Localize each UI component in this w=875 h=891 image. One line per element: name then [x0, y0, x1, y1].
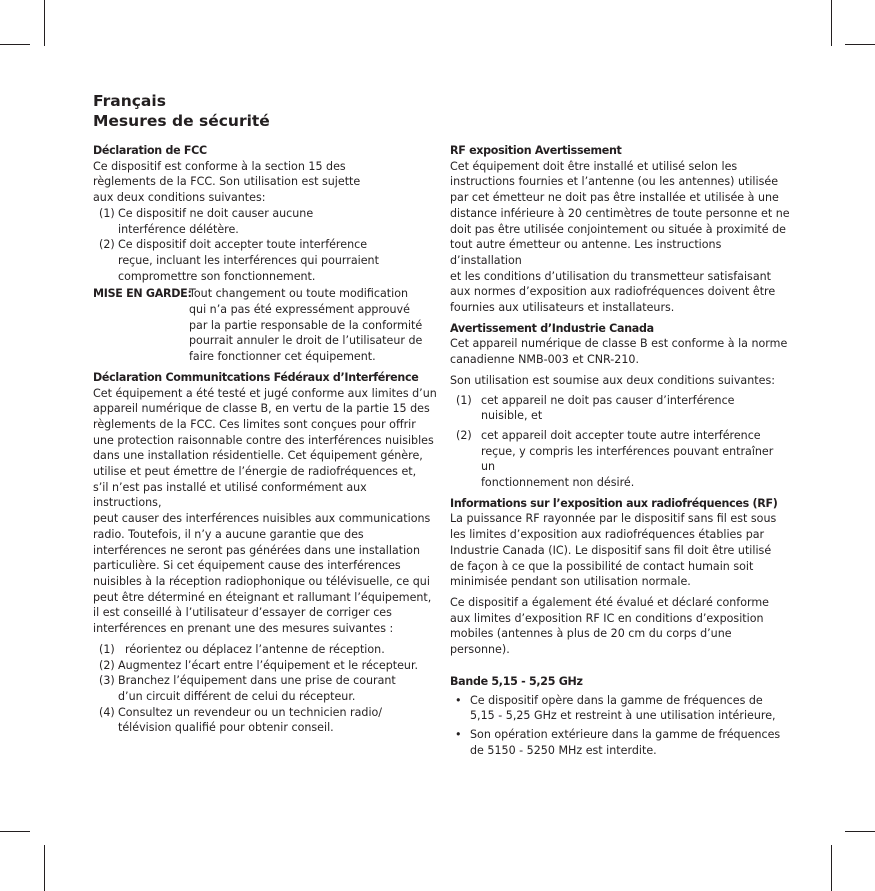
list-item: (2) cet appareil doit accepter toute autre interférence reçue, y compris les interférences pouvant entraîner un fonctionnement non désiré. [456, 428, 774, 490]
ic-body: Cet appareil numérique de classe B est conforme à la norme canadienne NMB-003 et CNR-210. [450, 337, 788, 367]
crop-mark [845, 44, 875, 45]
crop-mark [831, 0, 832, 46]
crop-mark [0, 831, 30, 832]
crop-mark [44, 845, 45, 891]
ic-conditions: Son utilisation est soumise aux deux conditions suivantes: [450, 373, 775, 387]
crop-mark [845, 831, 875, 832]
comm-heading: Déclaration Communitcations Fédéraux d’Interférence [93, 370, 419, 384]
rf-heading: RF exposition Avertissement [450, 144, 622, 157]
ic-heading: Avertissement d’Industrie Canada [450, 321, 654, 335]
crop-mark [831, 845, 832, 891]
list-item: (2) Ce dispositif doit accepter toute interférence reçue, incluant les interférences qui pourraient compromettre son fonctionnement. [99, 238, 379, 283]
list-item: (2) Augmentez l’écart entre l’équipement et le récepteur. [99, 658, 419, 672]
list-item: • Ce dispositif opère dans la gamme de fréquences de 5,15 - 5,25 GHz et restreint à une utilisation intérieure, [455, 693, 776, 723]
rf-info-heading: Informations sur l’exposition aux radiofréquences (RF) [450, 496, 778, 510]
page-heading [93, 91, 270, 131]
page-title: Mesures de sécurité [93, 112, 270, 130]
list-item: (1) réorientez ou déplacez l’antenne de réception. [99, 642, 385, 656]
band-list [450, 693, 790, 759]
list-item: (4) Consultez un revendeur ou un technicien radio/ télévision qualifié pour obtenir conseil. [99, 705, 383, 735]
mise-en-garde-label: MISE EN GARDE: [93, 287, 192, 301]
fcc-heading: Déclaration de FCC [93, 144, 207, 157]
left-column [93, 143, 438, 736]
fcc-conditions-list [93, 206, 438, 285]
list-item: (1) cet appareil ne doit pas causer d’interférence nuisible, et [456, 393, 735, 423]
crop-mark [0, 44, 30, 45]
list-item: (3) Branchez l’équipement dans une prise de courant d’un circuit différent de celui du récepteur. [99, 674, 396, 703]
language-title: Français [93, 92, 166, 110]
rf-info-body: La puissance RF rayonnée par le dispositif sans fil est sous les limites d’exposition aux radiofréquences établies par Industrie Canada (IC). Le dispositif sans fil doit être utilisé de façon à ce que la possibilité de contact humain soit minimisée pendant son utilisation normale. [450, 512, 777, 589]
rf-info-body-2: Ce dispositif a également été évalué et déclaré conforme aux limites d’exposition RF IC en conditions d’exposition mobiles (antennes à plus de 20 cm du corps d’une personne). [450, 595, 769, 657]
rf-body: Cet équipement doit être installé et utilisé selon les instructions fournies et l’antenne (ou les antennes) utilisée par cet émetteur ne doit pas être installée et utilisée à une distance inférieure à 20 centimètres de toute personne et ne doit pas être utilisée conjointement ou située à proximité de tout autre émetteur ou antenne. Les instructions d’installation et les conditions d’utilisation du transmetteur satisfaisant aux normes d’exposition aux radiofréquences doivent être fournies aux utilisateurs et installateurs. [450, 159, 790, 315]
fcc-intro: Ce dispositif est conforme à la section 15 des règlements de la FCC. Son utilisation est sujette aux deux conditions suivantes: [93, 159, 361, 205]
ic-conditions-list [450, 393, 790, 491]
comm-body: Cet équipement a été testé et jugé conforme aux limites d’un appareil numérique de classe B, en vertu de la partie 15 des règlements de la FCC. Ces limites sont conçues pour offrir une protection raisonnable contre des interférences nuisibles dans une installation résidentielle. Cet équipement génère, utilise et peut émettre de l’énergie de radiofréquences et, s’il n’est pas installé et utilisé conformément aux instructions, peut causer des interférences nuisibles aux communications radio. Toutefois, il n’y a aucune garantie que des interférences ne seront pas générées dans une installation particulière. Si cet équipement cause des interférences nuisibles à la réception radiophonique ou télévisuelle, ce qui peut être déterminé en éteignant et rallumant l’équipement, il est conseillé à l’utilisateur d’essayer de corriger ces interférences en prenant une des mesures suivantes : [93, 386, 437, 636]
list-item: (1) Ce dispositif ne doit causer aucune interférence délétère. [99, 206, 314, 236]
band-heading: Bande 5,15 - 5,25 GHz [450, 674, 583, 688]
right-column [450, 143, 790, 758]
list-item: • Son opération extérieure dans la gamme de fréquences de 5150 - 5250 MHz est interdite. [455, 727, 781, 757]
comm-measures-list [93, 642, 438, 736]
mise-en-garde: MISE EN GARDE: Tout changement ou toute modification qui n’a pas été expressément approuvé par la partie responsable de la conformité pourrait annuler le droit de l’utilisateur de faire fonctionner cet équipement. [93, 287, 423, 364]
crop-mark [44, 0, 45, 46]
